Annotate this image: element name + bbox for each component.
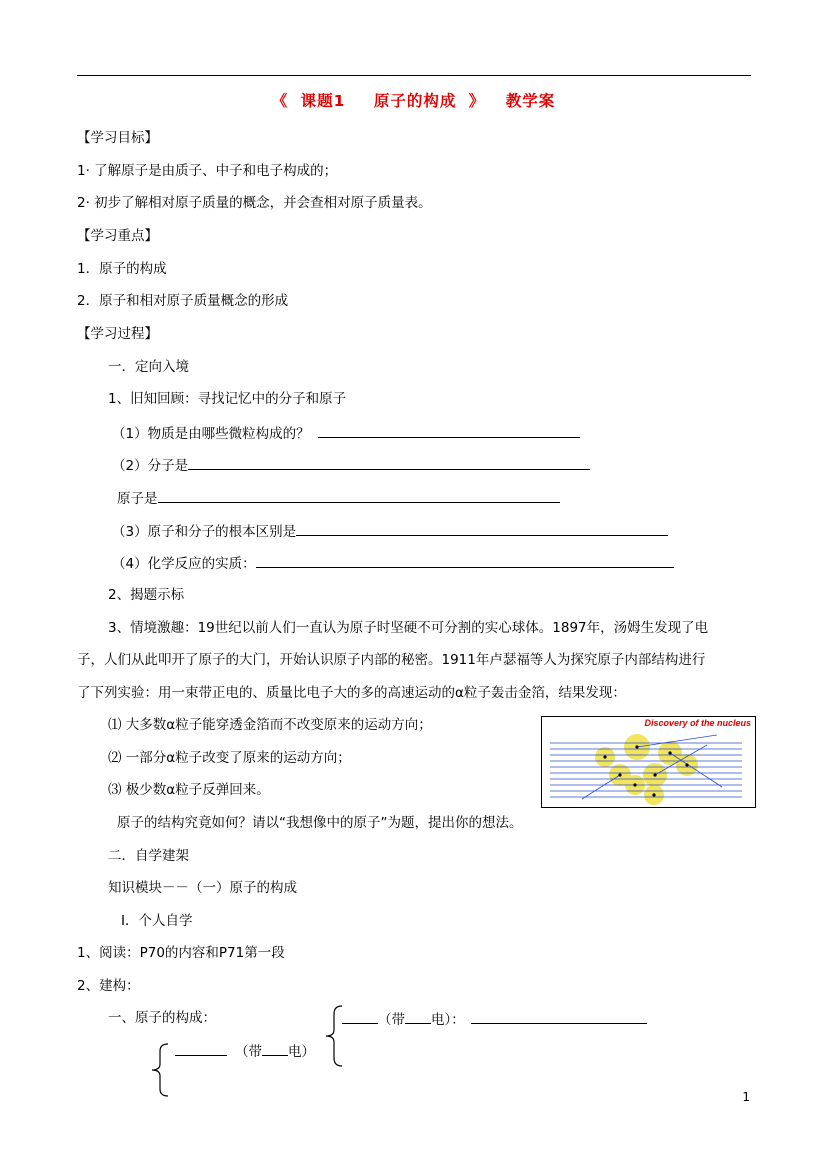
scene-line: 子，人们从此叩开了原子的大门，开始认识原子内部的秘密。1911年卢瑟福等人为探究原子内部结构进行 bbox=[77, 652, 706, 668]
answer-blank[interactable] bbox=[296, 521, 668, 536]
module-line: 知识模块－－（一）原子的构成 bbox=[108, 880, 297, 896]
answer-blank[interactable] bbox=[158, 488, 560, 503]
focus-heading: 【学习重点】 bbox=[77, 228, 158, 244]
answer-blank[interactable] bbox=[471, 1009, 647, 1024]
question-2b: 原子是 bbox=[117, 488, 560, 508]
scene-line: 了下列实验：用一束带正电的、质量比电子大的多的高速运动的α粒子轰击金箔，结果发现： bbox=[77, 685, 626, 701]
answer-blank[interactable] bbox=[188, 455, 590, 470]
answer-blank[interactable] bbox=[405, 1009, 431, 1024]
question-3: （3）原子和分子的根本区别是 bbox=[112, 521, 668, 541]
finding-item: ⑵ 一部分α粒子改变了原来的运动方向； bbox=[108, 750, 351, 766]
prompt-line: 原子的结构究竟如何？请以“我想像中的原子”为题，提出你的想法。 bbox=[117, 815, 523, 831]
header-rule bbox=[77, 75, 751, 76]
goal-item: 2· 初步了解相对原子质量的概念，并会查相对原子质量表。 bbox=[77, 195, 432, 211]
question-1: （1）物质是由哪些微粒构成的？ bbox=[112, 423, 580, 443]
particle-row-2: （带 电） bbox=[175, 1041, 315, 1061]
brace-icon bbox=[148, 1042, 170, 1098]
structure-label: 一、原子的构成： bbox=[108, 1010, 216, 1026]
review-line: 1、旧知回顾：寻找记忆中的分子和原子 bbox=[108, 391, 347, 407]
answer-blank[interactable] bbox=[342, 1009, 378, 1024]
question-4: （4）化学反应的实质： bbox=[112, 553, 674, 573]
answer-blank[interactable] bbox=[318, 423, 580, 438]
page-number: 1 bbox=[742, 1090, 750, 1104]
finding-item: ⑶ 极少数α粒子反弹回来。 bbox=[108, 782, 270, 798]
reading-line: 1、阅读：P70的内容和P71第一段 bbox=[77, 945, 285, 961]
goal-item: 1· 了解原子是由质子、中子和电子构成的； bbox=[77, 163, 338, 179]
build-line: 2、建构： bbox=[77, 978, 140, 994]
answer-blank[interactable] bbox=[175, 1041, 227, 1056]
focus-item: 2．原子和相对原子质量概念的形成 bbox=[77, 293, 289, 309]
page-title: 《 课题1 原子的构成 》 教学案 bbox=[271, 92, 556, 110]
reveal-line: 2、揭题示标 bbox=[108, 587, 185, 603]
nucleus-discovery-figure bbox=[541, 716, 756, 808]
brace-icon bbox=[322, 1004, 344, 1068]
answer-blank[interactable] bbox=[256, 553, 674, 568]
alpha-scattering-diagram bbox=[542, 717, 755, 807]
answer-blank[interactable] bbox=[262, 1041, 288, 1056]
process-heading: 【学习过程】 bbox=[77, 326, 158, 342]
scene-line: 3、情境激趣：19世纪以前人们一直认为原子时坚硬不可分割的实心球体。1897年，汤姆生发现了电 bbox=[108, 620, 709, 636]
focus-item: 1．原子的构成 bbox=[77, 261, 167, 277]
goals-heading: 【学习目标】 bbox=[77, 130, 158, 146]
finding-item: ⑴ 大多数α粒子能穿透金箔而不改变原来的运动方向； bbox=[108, 717, 432, 733]
particle-row-1: （带 电）： bbox=[342, 1009, 647, 1029]
part2-heading: 二．自学建架 bbox=[108, 848, 189, 864]
question-2: （2）分子是 bbox=[112, 455, 590, 475]
personal-study-line: Ⅰ．个人自学 bbox=[121, 913, 193, 929]
figure-caption: Discovery of the nucleus bbox=[644, 718, 751, 728]
part1-heading: 一．定向入境 bbox=[108, 359, 189, 375]
